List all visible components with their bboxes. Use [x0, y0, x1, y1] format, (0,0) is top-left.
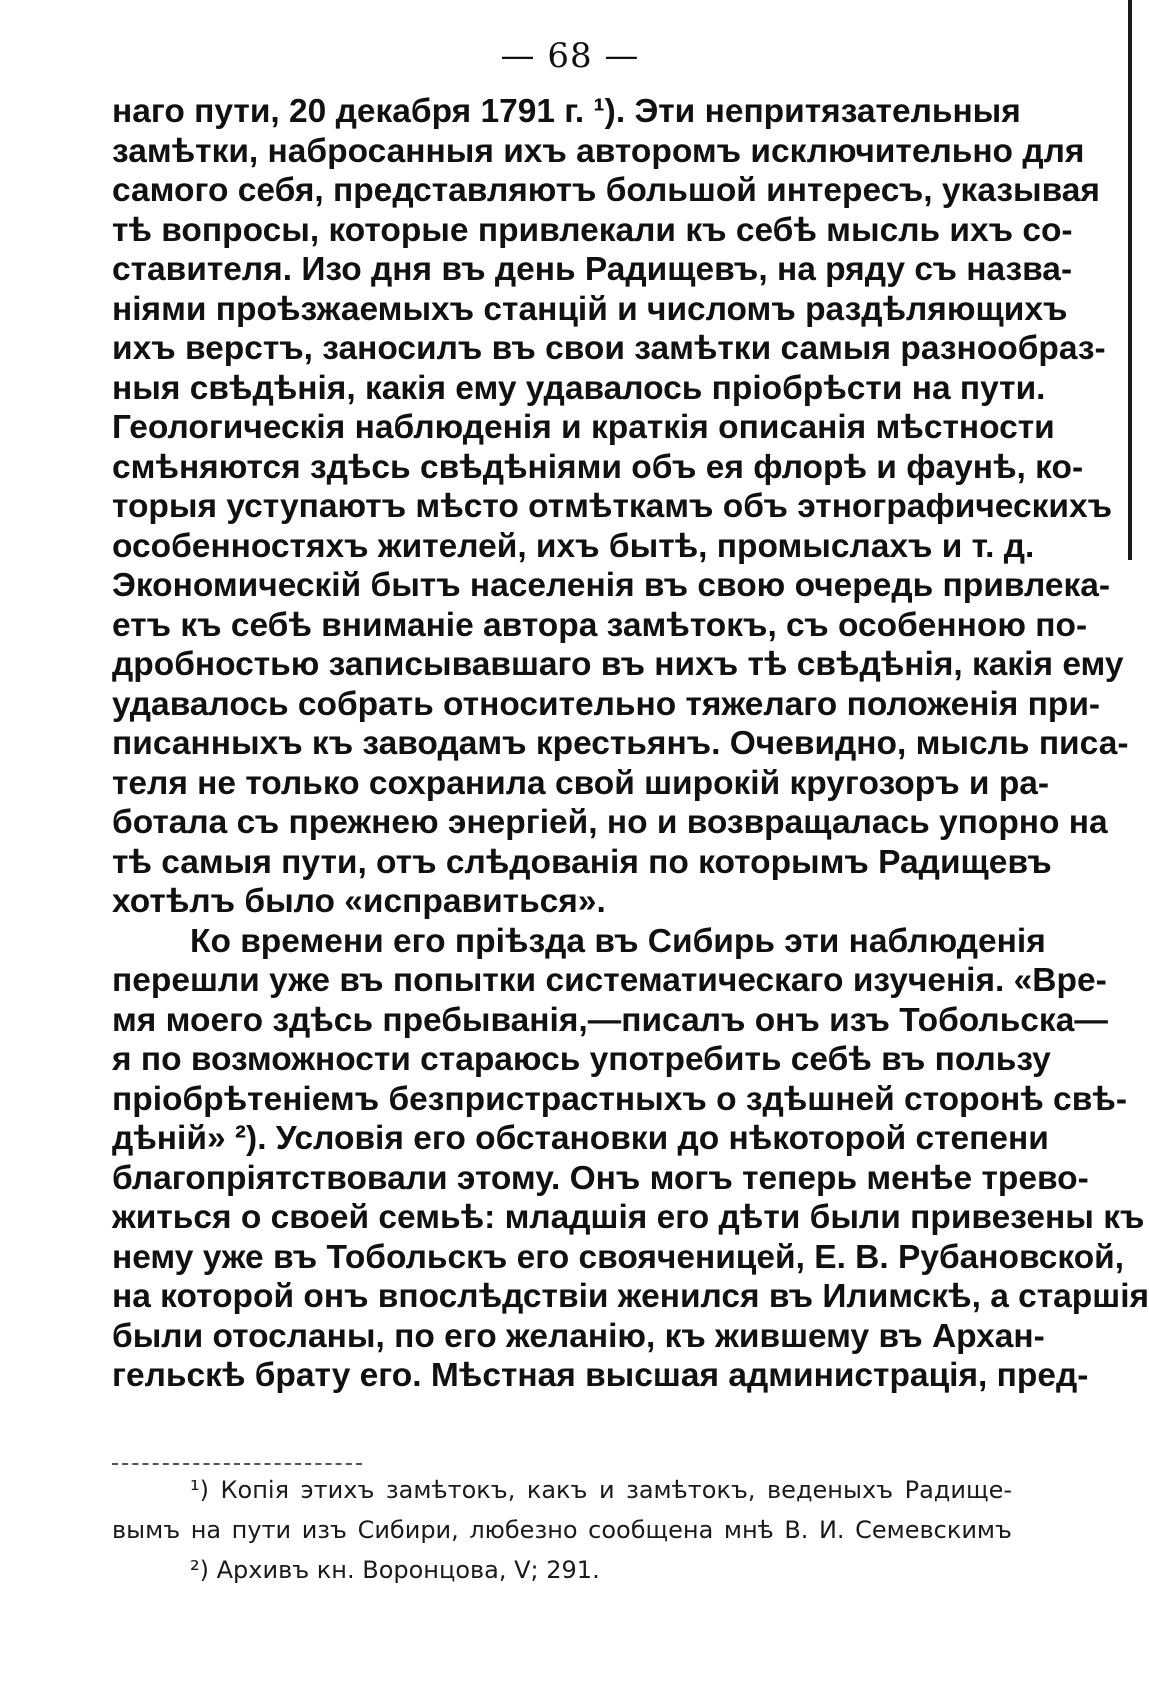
- footnote-line: ¹) Копія этихъ замѣтокъ, какъ и замѣтокъ, веденыхъ Радище-: [190, 1476, 1012, 1504]
- text-line: нему уже въ Тобольскъ его свояченицей, Е. В. Рубановской,: [112, 1238, 1125, 1276]
- text-line: хотѣлъ было «исправиться».: [112, 883, 606, 920]
- text-line: благопріятствовали этому. Онъ могъ теперь менѣе трево-: [112, 1159, 1089, 1197]
- text-line: самого себя, представляютъ большой интересъ, указывая: [112, 172, 1100, 209]
- footnote-line: ²) Архивъ кн. Воронцова, V; 291.: [190, 1556, 600, 1584]
- text-line: гельскѣ брату его. Мѣстная высшая администрація, пред-: [112, 1357, 1089, 1394]
- footnote-line: вымъ на пути изъ Сибири, любезно сообщена мнѣ В. И. Семевскимъ: [112, 1516, 1012, 1544]
- text-line: Экономическій бытъ населенія въ свою очередь привлека-: [112, 567, 1111, 604]
- text-line: пріобрѣтеніемъ безпристрастныхъ о здѣшней сторонѣ свѣ-: [112, 1080, 1127, 1118]
- page-number: — 68 —: [500, 36, 640, 76]
- text-line: ботала съ прежнею энергіей, но и возвращалась упорно на: [112, 804, 1108, 841]
- text-line: етъ къ себѣ вниманіе автора замѣтокъ, съ особенною по-: [112, 606, 1088, 644]
- text-line: ныя свѣдѣнія, какія ему удавалось пріобрѣсти на пути.: [112, 369, 1046, 407]
- text-line: на которой онъ впослѣдствіи женился въ Илимскѣ, а старшія: [112, 1278, 1149, 1315]
- main-text: [112, 92, 1149, 1396]
- text-line: ставителя. Изо дня въ день Радищевъ, на ряду съ назва-: [112, 251, 1073, 288]
- text-line: теля не только сохранила свой широкій кругозоръ и ра-: [112, 764, 1050, 802]
- text-line: Геологическія наблюденія и краткія описанія мѣстности: [112, 409, 1055, 446]
- text-line: мя моего здѣсь пребыванія,—писалъ онъ изъ Тобольска—: [112, 1001, 1108, 1039]
- text-line: замѣтки, набросанныя ихъ авторомъ исключительно для: [112, 132, 1085, 170]
- text-line: дѣній» ²). Условія его обстановки до нѣкоторой степени: [112, 1120, 1049, 1157]
- text-line: дробностью записывавшаго въ нихъ тѣ свѣдѣнія, какія ему: [112, 646, 1124, 683]
- paragraph-start-line: Ко времени его пріѣзда въ Сибирь эти наблюденія: [190, 922, 1046, 960]
- text-line: удавалось собрать относительно тяжелаго положенія при-: [112, 685, 1101, 723]
- text-line: житься о своей семьѣ: младшія его дѣти были привезены къ: [112, 1199, 1145, 1236]
- text-line: я по возможности стараюсь употребить себѣ въ пользу: [112, 1041, 1051, 1078]
- text-line: торыя уступаютъ мѣсто отмѣткамъ объ этнографическихъ: [112, 488, 1113, 525]
- text-line: тѣ самыя пути, отъ слѣдованія по которымъ Радищевъ: [112, 843, 1052, 881]
- text-line: были отосланы, по его желанію, къ жившему въ Архан-: [112, 1317, 1045, 1355]
- page-edge-rule: [1128, 0, 1132, 560]
- text-line: перешли уже въ попытки систематическаго изученія. «Вре-: [112, 962, 1107, 999]
- text-line: писанныхъ къ заводамъ крестьянъ. Очевидно, мысль писа-: [112, 725, 1129, 762]
- text-line: наго пути, 20 декабря 1791 г. ¹). Эти непритязательныя: [112, 93, 1021, 130]
- text-line: тѣ вопросы, которые привлекали къ себѣ мысль ихъ со-: [112, 211, 1073, 249]
- text-line: ихъ верстъ, заносилъ въ свои замѣтки самыя разнообраз-: [112, 330, 1106, 367]
- text-line: особенностяхъ жителей, ихъ бытѣ, промыслахъ и т. д.: [112, 527, 1035, 565]
- text-line: смѣняются здѣсь свѣдѣніями объ ея флорѣ и фаунѣ, ко-: [112, 448, 1084, 486]
- footnotes: [112, 1470, 1012, 1590]
- text-line: ніями проѣзжаемыхъ станцій и числомъ раздѣляющихъ: [112, 290, 1068, 328]
- footnote-separator: [112, 1463, 362, 1465]
